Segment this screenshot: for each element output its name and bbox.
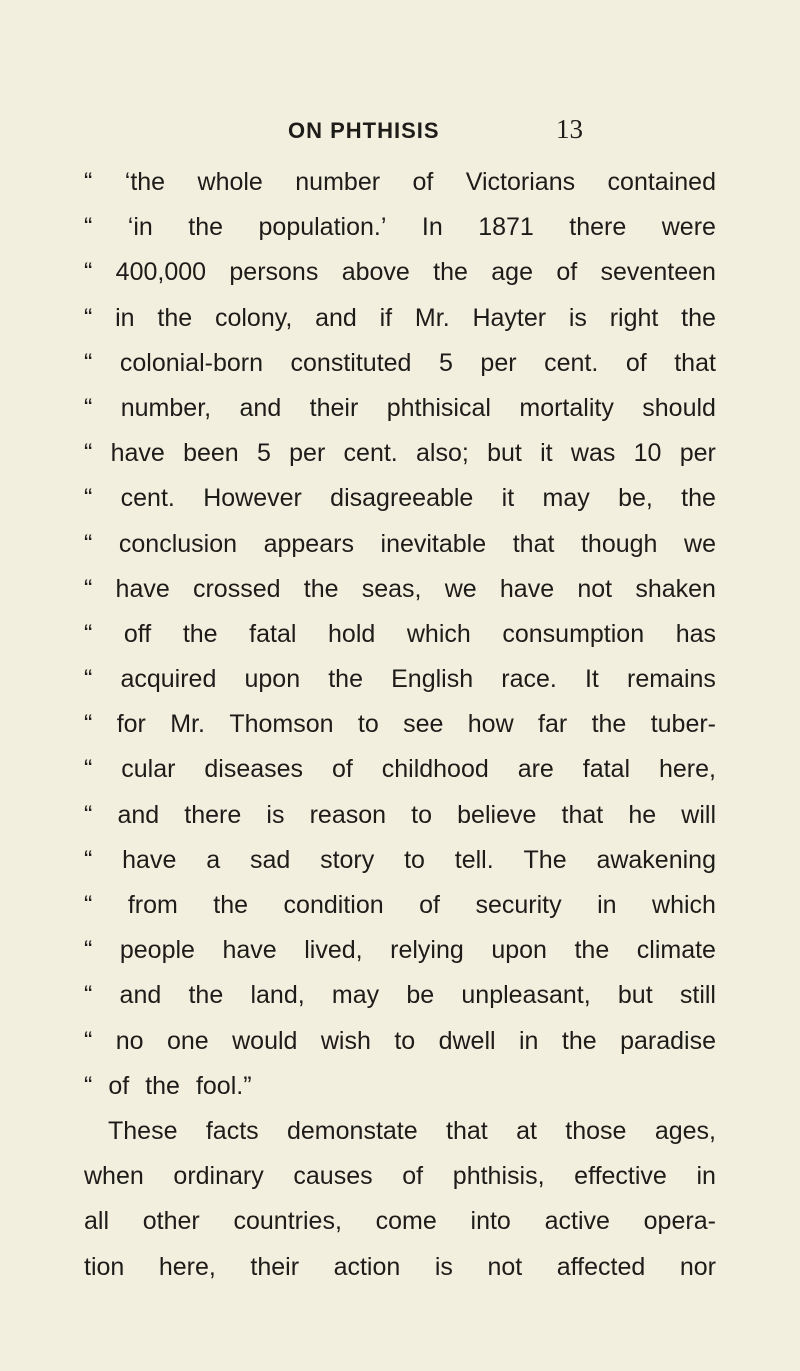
text-word: paradise [620,1026,716,1055]
text-word: the [188,981,224,1010]
text-word: though [580,529,658,558]
text-word: English [391,665,474,694]
text-word: facts [205,1116,259,1145]
text-word: at [516,1116,537,1145]
text-word: The [523,845,567,874]
text-word: mortality [519,393,614,422]
text-word: it [540,439,553,468]
text-line [84,702,716,747]
text-word: causes [293,1162,373,1191]
text-word: here, [658,755,716,784]
text-word: is [266,800,285,829]
text-word: in [597,891,617,919]
text-word: conclusion [118,529,238,558]
text-word: would [232,1026,298,1055]
text-word: was [570,439,616,468]
text-word: “ [84,484,93,513]
text-word: and [119,981,162,1010]
text-word: right [609,303,659,332]
text-word: effective [574,1162,667,1191]
text-word: the [145,1071,180,1100]
text-line [84,205,716,250]
text-word: awakening [596,845,716,874]
text-word: whole [197,168,263,196]
text-word: have [222,936,277,965]
text-word: number, [120,393,212,422]
text-word: have [122,845,177,874]
text-word: crossed [192,574,281,603]
text-word: no [115,1026,144,1055]
text-word: These [108,1116,178,1145]
text-word: “ [84,891,93,919]
text-word: In [421,213,443,242]
text-word: nor [679,1252,716,1281]
text-word: in [519,1026,539,1055]
text-word: from [127,891,178,919]
text-word: phthisical [386,393,491,422]
text-word: unpleasant, [461,981,591,1010]
text-word: and [239,393,282,422]
text-word: story [320,845,375,874]
text-word: of [331,755,353,784]
text-word: for [116,710,146,739]
text-word: were [661,213,716,242]
text-word: that [674,348,716,377]
text-word: “ [84,981,93,1010]
text-word: lived, [304,936,363,965]
text-word: that [512,529,555,558]
text-line [84,928,716,973]
text-word: Victorians [465,168,576,196]
text-word: in [115,303,135,332]
text-line [84,1019,716,1064]
text-word: here, [158,1252,216,1281]
body-text [84,160,716,1290]
text-word: the [213,891,249,919]
text-word: “ [84,800,93,829]
text-word: “ [84,393,93,422]
text-word: “ [84,439,93,468]
text-word: the [182,619,218,648]
text-word: cular [121,755,176,784]
text-word: fool.” [195,1071,252,1100]
text-word: and [315,303,357,332]
text-word: tell. [454,845,494,874]
text-word: those [565,1116,627,1145]
text-line [84,160,716,205]
text-word: dwell [438,1026,496,1055]
text-word: how [467,710,514,739]
text-word: of [625,348,647,377]
text-word: “ [84,665,93,694]
text-word: “ [84,710,93,739]
text-word: “ [84,936,93,965]
text-word: the [157,303,193,332]
text-word: fatal [249,619,297,648]
text-line [84,567,716,612]
text-word: of [419,891,440,919]
text-word: sad [249,845,291,874]
text-word: which [652,891,716,919]
text-line [84,1154,716,1199]
text-word: reason [309,800,387,829]
text-line [84,1109,716,1154]
text-word: “ [84,258,93,287]
text-word: per [480,348,517,377]
text-word: to [394,1026,416,1055]
text-word: wish [320,1026,371,1055]
text-word: colonial-born [119,348,263,377]
text-word: Hayter [472,303,547,332]
text-word: 1871 [478,213,534,242]
text-word: acquired [120,665,217,694]
text-word: diseases [204,755,304,784]
text-word: have [115,574,170,603]
text-word: the [574,936,610,965]
text-word: “ [84,303,93,332]
text-word: also; [416,439,469,468]
text-line [84,747,716,792]
text-line [84,793,716,838]
text-word: seventeen [600,258,716,287]
text-word: colony, [214,303,293,332]
text-word: which [406,619,471,648]
text-line [84,522,716,567]
text-word: there [184,800,242,829]
text-word: active [544,1207,610,1236]
text-word: we [444,574,477,603]
text-word: population.’ [258,213,387,242]
text-word: the [188,213,224,242]
text-word: be [406,981,435,1010]
text-word: hold [328,619,376,648]
text-word: to [404,845,425,874]
text-word: is [434,1252,453,1281]
text-word: should [642,393,716,422]
text-word: and [117,800,160,829]
text-word: far [538,710,568,739]
text-line [84,386,716,431]
text-word: one [166,1026,209,1055]
text-word: “ [84,574,93,603]
running-title: ON PHTHISIS [288,118,440,143]
text-word: 10 [633,439,662,468]
text-word: seas, [361,574,422,603]
text-word: in [696,1162,716,1191]
text-word: is [568,303,587,332]
text-word: tion [84,1252,125,1281]
page-number: 13 [556,114,583,144]
text-line [84,838,716,883]
text-word: “ [84,168,93,196]
text-line [84,1199,716,1244]
text-word: people [119,936,195,965]
text-word: Mr. [170,710,205,739]
text-word: the [433,258,468,287]
text-word: upon [491,936,547,965]
text-line [84,657,716,702]
text-word: off [123,619,152,648]
text-word: other [142,1207,200,1236]
text-word: been [183,439,239,468]
text-word: “ [84,845,93,874]
text-word: when [84,1162,144,1191]
text-word: appears [263,529,354,558]
text-word: ‘in [127,213,153,242]
text-word: all [84,1207,110,1236]
text-word: ordinary [173,1162,264,1191]
text-word: cent. [343,439,398,468]
text-word: we [684,529,716,558]
text-word: into [470,1207,511,1236]
text-word: condition [283,891,384,919]
text-word: upon [244,665,301,694]
text-line [84,1064,716,1109]
text-word: climate [636,936,716,965]
text-word: but [617,981,653,1010]
text-word: above [341,258,410,287]
text-word: a [206,845,221,874]
text-word: number [295,168,381,196]
text-word: affected [556,1252,646,1281]
text-word: if [379,303,393,332]
text-word: the [328,665,363,694]
text-word: “ [84,213,93,242]
text-word: are [517,755,554,784]
text-word: remains [627,665,716,694]
text-word: “ [84,755,93,784]
text-word: that [446,1116,488,1145]
text-word: will [681,800,716,829]
text-word: “ [84,619,93,648]
text-line [84,1245,716,1290]
text-word: cent. [120,484,175,513]
text-word: come [375,1207,437,1236]
text-word: constituted [290,348,412,377]
text-word: cent. [544,348,599,377]
text-word: but [487,439,522,468]
text-word: per [679,439,716,468]
text-word: age [491,258,533,287]
text-word: Thomson [229,710,334,739]
text-word: not [577,574,613,603]
text-word: he [628,800,657,829]
text-word: the [681,484,716,513]
text-word: “ [84,348,93,377]
text-word: demonstate [287,1116,418,1145]
text-line [84,476,716,521]
text-word: that [561,800,604,829]
text-word: believe [457,800,537,829]
text-word: race. [501,665,557,694]
text-word: 5 [256,439,271,468]
text-word: childhood [381,755,489,784]
text-word: persons [229,258,319,287]
text-word: may [542,484,590,513]
text-word: relying [390,936,464,965]
text-word: “ [84,1026,93,1055]
text-word: consumption [502,619,645,648]
text-word: of [402,1162,424,1191]
text-word: their [309,393,359,422]
text-word: not [487,1252,523,1281]
text-word: of [412,168,434,196]
text-word: However [203,484,302,513]
text-word: 400,000 [115,258,207,287]
text-word: action [333,1252,401,1281]
text-word: “ [84,1071,93,1100]
text-line [84,341,716,386]
text-word: have [499,574,555,603]
text-word: contained [607,168,716,196]
text-word: phthisis, [452,1162,545,1191]
text-word: shaken [635,574,716,603]
text-word: still [679,981,716,1010]
text-word: tuber- [650,710,716,739]
text-word: land, [250,981,305,1010]
text-word: there [569,213,627,242]
text-line [84,612,716,657]
text-word: Mr. [414,303,450,332]
text-word: the [303,574,339,603]
text-word: the [681,303,716,332]
text-line [84,250,716,295]
text-line [84,431,716,476]
text-word: security [475,891,562,919]
text-word: 5 [438,348,453,377]
text-word: countries, [233,1207,342,1236]
text-word: disagreeable [330,484,474,513]
text-word: to [357,710,379,739]
text-word: of [556,258,578,287]
text-word: see [403,710,444,739]
text-word: of [108,1071,130,1100]
text-word: ages, [654,1116,716,1145]
text-word: inevitable [380,529,487,558]
text-word: fatal [582,755,631,784]
text-word: per [289,439,326,468]
text-word: the [561,1026,597,1055]
text-line [84,296,716,341]
text-word: it [501,484,515,513]
text-word: It [584,665,599,694]
text-line [84,883,716,928]
text-word: their [250,1252,300,1281]
text-line [84,973,716,1018]
text-word: opera- [643,1207,716,1236]
text-word: may [331,981,380,1010]
text-word: “ [84,529,93,558]
text-word: be, [618,484,653,513]
text-word: to [411,800,433,829]
text-word: have [110,439,165,468]
text-word: has [675,619,716,648]
text-word: the [591,710,627,739]
text-word: ‘the [124,168,166,196]
